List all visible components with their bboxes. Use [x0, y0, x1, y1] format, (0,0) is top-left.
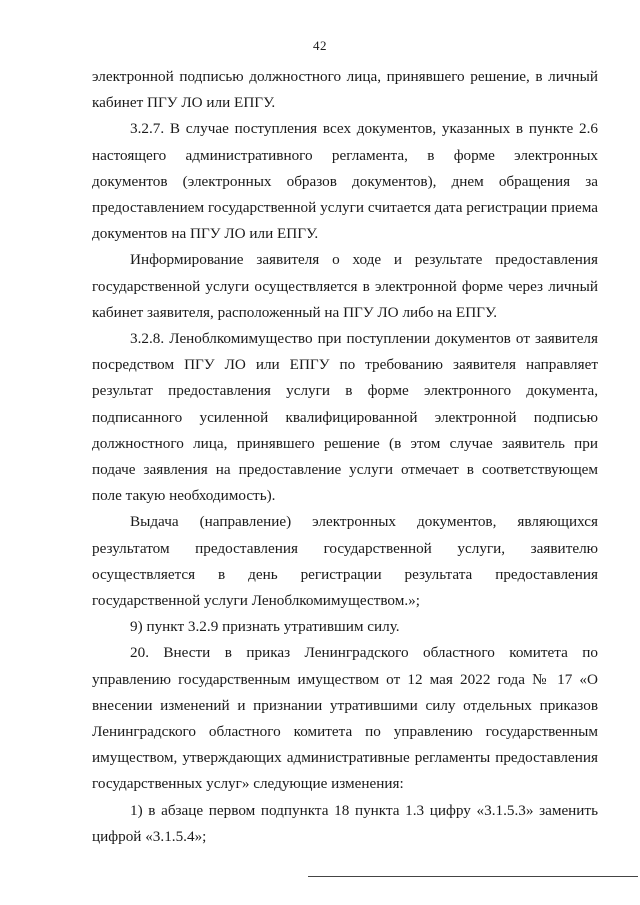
document-body: [92, 64, 598, 850]
paragraph-3-2-8: 3.2.8. Леноблкомимущество при поступлении документов от заявителя посредством ПГУ ЛО или ЕПГУ по требованию заявителя направляет результат предоставления услуги в форме электронного документа, подписанного усиленной квалифицированной электронной подписью должностного лица, принявшего решение (в этом случае заявитель при подаче заявления на предоставление услуги отмечает в соответствующем поле такую необходимость).: [92, 330, 598, 505]
page-number: 42: [313, 38, 327, 53]
paragraph-continuation: электронной подписью должностного лица, принявшего решение, в личный кабинет ПГУ ЛО или ЕПГУ.: [92, 68, 598, 112]
paragraph-subitem-1: 1) в абзаце первом подпункта 18 пункта 1.3 цифру «3.1.5.3» заменить цифрой «3.1.5.4»;: [92, 801, 598, 845]
paragraph-informing: Информирование заявителя о ходе и результате предоставления государственной услуги осуществляется в электронной форме через личный кабинет заявителя, расположенный на ПГУ ЛО либо на ЕПГУ.: [92, 251, 598, 321]
paragraph-item-20: 20. Внести в приказ Ленинградского областного комитета по управлению государственным имуществом от 12 мая 2022 года № 17 «О внесении изменений и признании утратившими силу отдельных приказов Ленинградского областного комитета по управлению государственным имуществом, утверждающих административные регламенты предоставления государственных услуг» следующие изменения:: [92, 644, 598, 793]
paragraph-3-2-7: 3.2.7. В случае поступления всех документов, указанных в пункте 2.6 настоящего административного регламента, в форме электронных документов (электронных образов документов), днем обращения за предоставлением государственной услуги считается дата регистрации приема документов на ПГУ ЛО или ЕПГУ.: [92, 120, 598, 243]
paragraph-item-9: 9) пункт 3.2.9 признать утратившим силу.: [130, 618, 400, 636]
footer-rule: [308, 876, 638, 877]
paragraph-issuance: Выдача (направление) электронных документов, являющихся результатом предоставления государственной услуги, заявителю осуществляется в день регистрации результата предоставления государственной услуги Леноблкомимуществом.»;: [92, 513, 598, 610]
